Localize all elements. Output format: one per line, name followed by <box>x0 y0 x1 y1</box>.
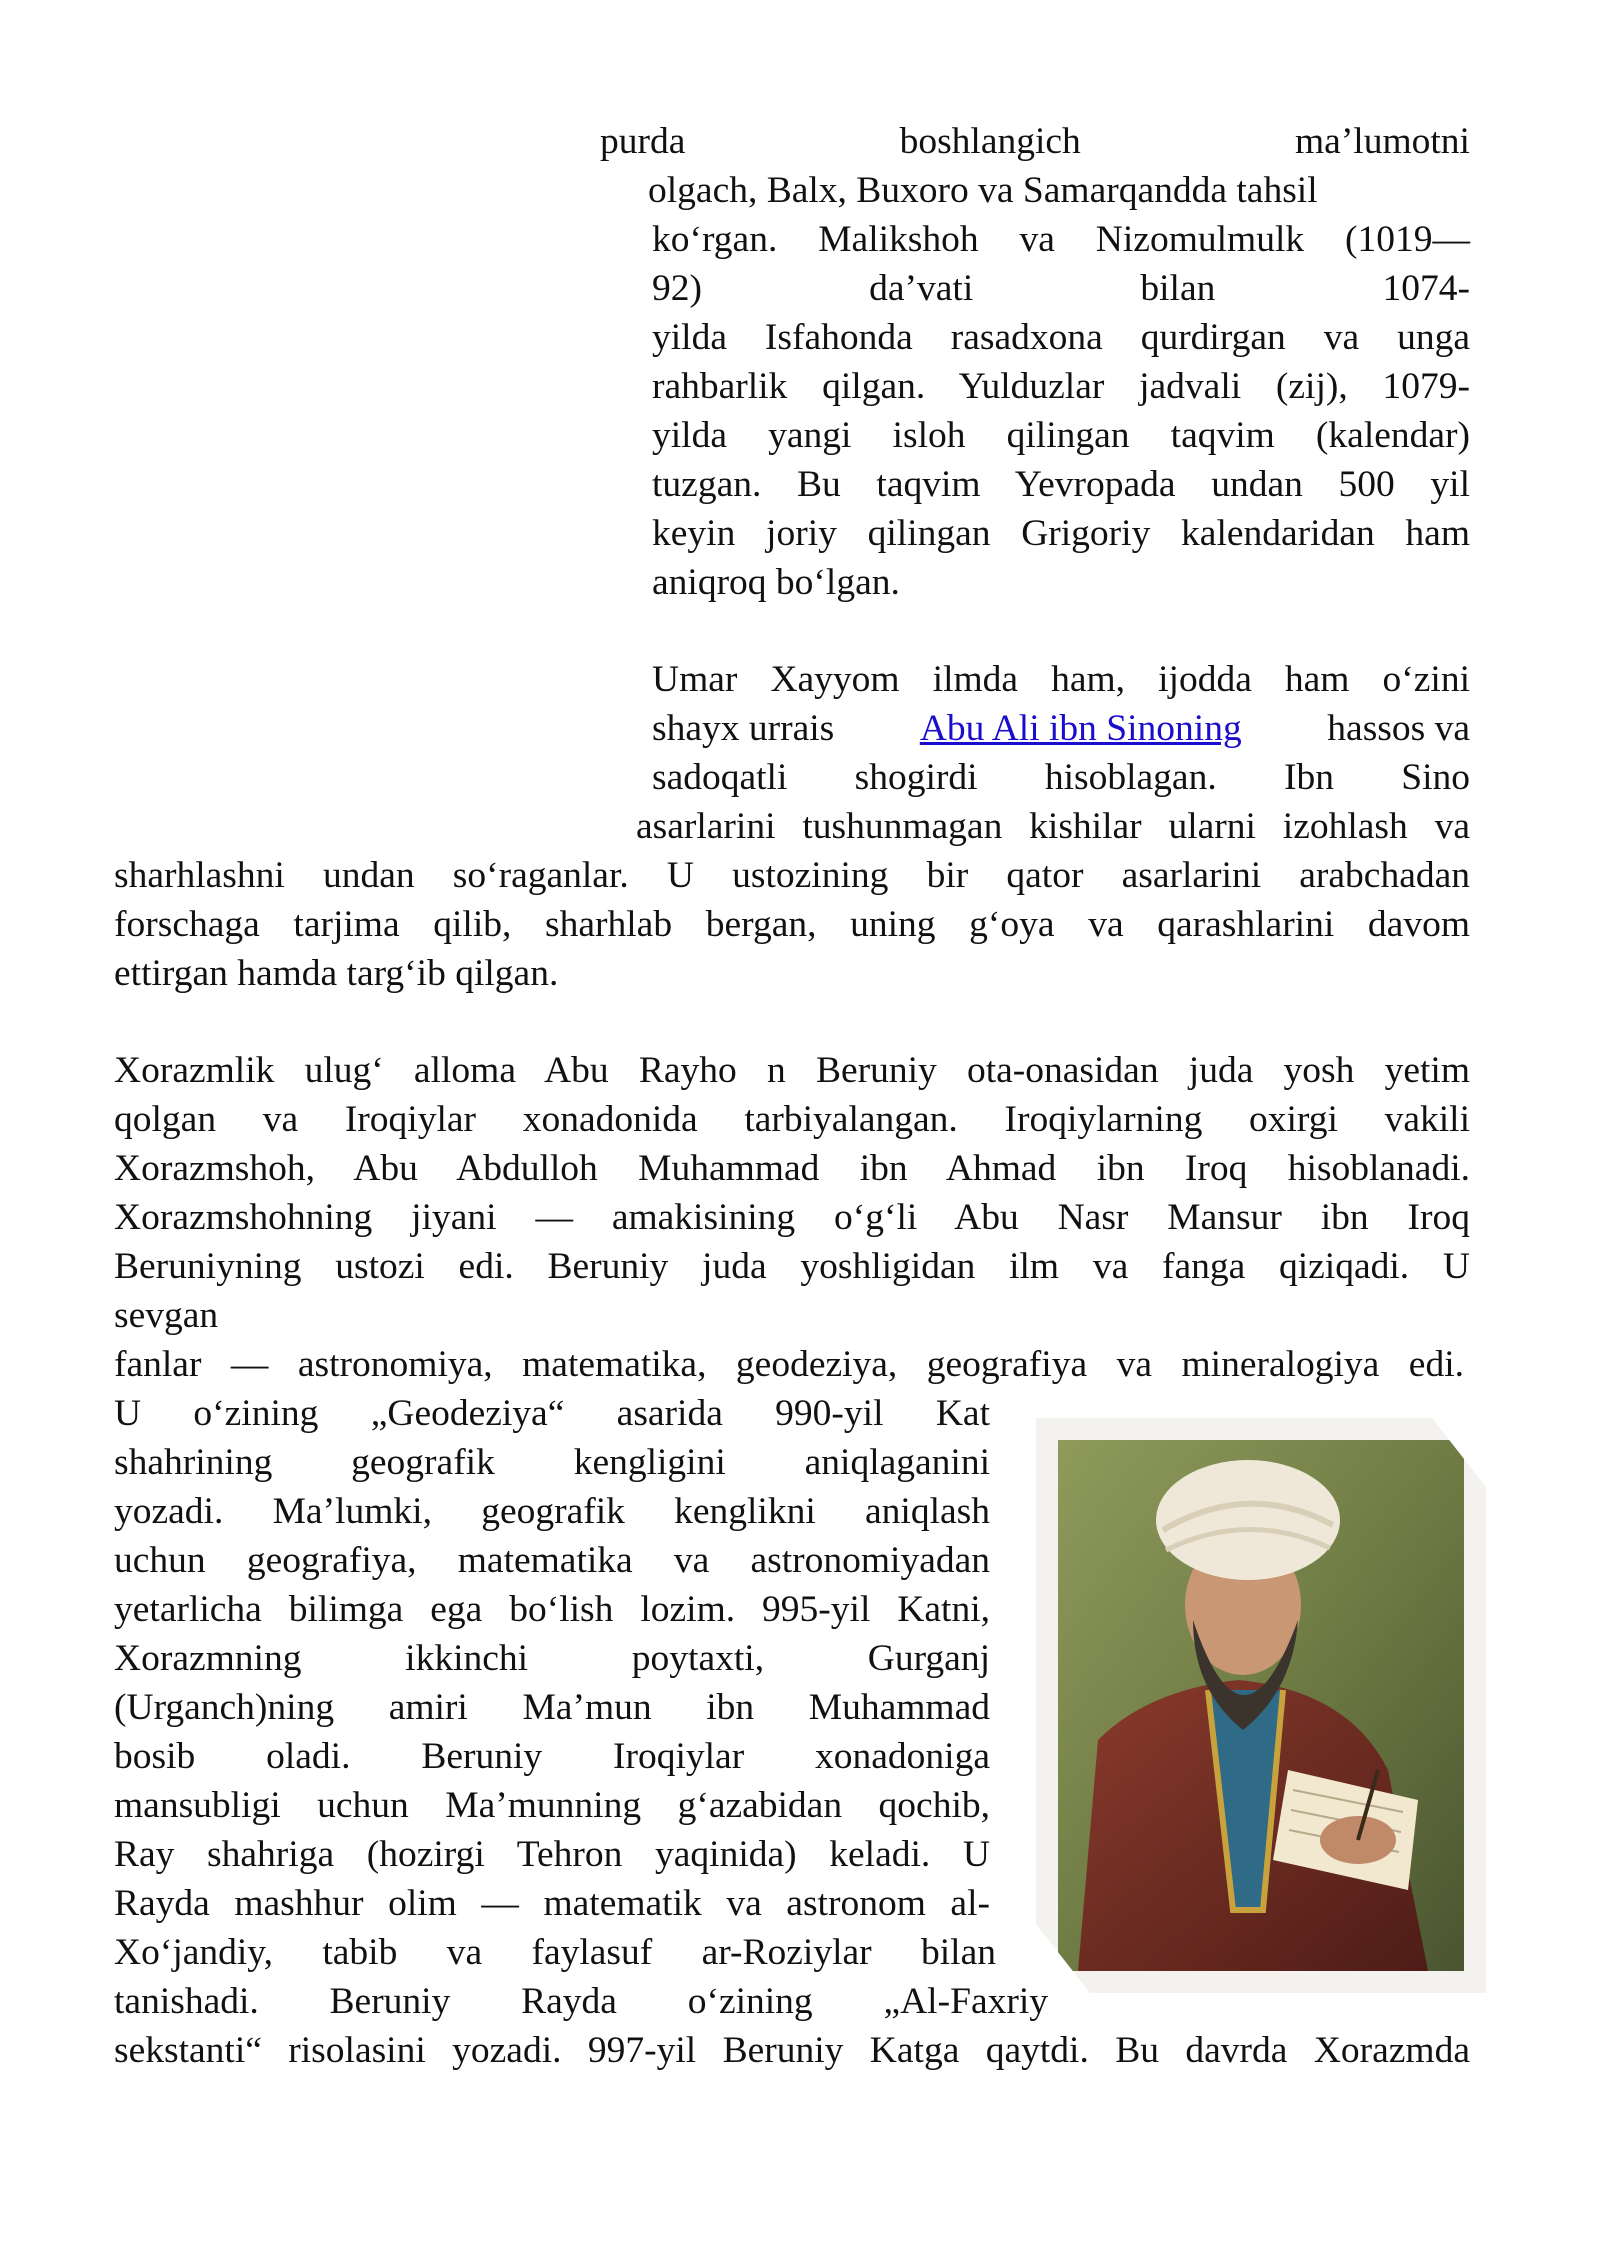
text-line: yilda yangi isloh qilingan taqvim (kalendar) <box>652 415 1470 456</box>
text-line: sevgan <box>114 1295 219 1336</box>
text-span: shayx urrais <box>652 708 835 749</box>
text-line: tanishadi. Beruniy Rayda o‘zining „Al-Faxriy <box>114 1981 1048 2022</box>
text-line: tuzgan. Bu taqvim Yevropada undan 500 yil <box>652 464 1470 505</box>
text-line: ko‘rgan. Malikshoh va Nizomulmulk (1019— <box>652 219 1470 260</box>
text-line: Xorazmning ikkinchi poytaxti, Gurganj <box>114 1638 990 1679</box>
text-line: asarlarini tushunmagan kishilar ularni izohlash va <box>636 806 1470 847</box>
beruniy-portrait <box>1036 1418 1486 1993</box>
text-line: shahrining geografik kengligini aniqlaganini <box>114 1442 990 1483</box>
text-line <box>600 117 1470 166</box>
text-line: Xorazmlik ulug‘ alloma Abu Rayho n Beruniy ota-onasidan juda yosh yetim <box>114 1050 1470 1091</box>
text-span: hassos va <box>1327 708 1470 749</box>
word: da’vati <box>869 268 974 309</box>
text-line: Xo‘jandiy, tabib va faylasuf ar-Roziylar bilan <box>114 1932 996 1973</box>
text-line <box>652 264 1470 313</box>
text-line: Beruniyning ustozi edi. Beruniy juda yoshligidan ilm va fanga qiziqadi. U <box>114 1246 1470 1287</box>
text-line: (Urganch)ning amiri Ma’mun ibn Muhammad <box>114 1687 990 1728</box>
text-line: ettirgan hamda targ‘ib qilgan. <box>114 953 559 994</box>
word: ma’lumotni <box>1295 121 1470 162</box>
text-line: sadoqatli shogirdi hisoblagan. Ibn Sino <box>652 757 1470 798</box>
portrait-illustration <box>1058 1440 1464 1971</box>
text-line: U o‘zining „Geodeziya“ asarida 990-yil Kat <box>114 1393 990 1434</box>
text-line: qolgan va Iroqiylar xonadonida tarbiyalangan. Iroqiylarning oxirgi vakili <box>114 1099 1470 1140</box>
word: bilan <box>1140 268 1216 309</box>
text-line: yozadi. Ma’lumki, geografik kenglikni aniqlash <box>114 1491 990 1532</box>
text-line: fanlar — astronomiya, matematika, geodeziya, geografiya va mineralogiya edi. <box>114 1344 1464 1385</box>
word: boshlangich <box>899 121 1081 162</box>
text-line <box>652 704 1470 753</box>
text-line: Umar Xayyom ilmda ham, ijodda ham o‘zini <box>652 659 1470 700</box>
text-line: mansubligi uchun Ma’munning g‘azabidan qochib, <box>114 1785 990 1826</box>
text-line: Rayda mashhur olim — matematik va astronom al- <box>114 1883 990 1924</box>
text-line: aniqroq bo‘lgan. <box>652 562 900 603</box>
text-line: Xorazmshoh, Abu Abdulloh Muhammad ibn Ahmad ibn Iroq hisoblanadi. <box>114 1148 1470 1189</box>
text-line: bosib oladi. Beruniy Iroqiylar xonadoniga <box>114 1736 990 1777</box>
text-line: rahbarlik qilgan. Yulduzlar jadvali (zij), 1079- <box>652 366 1470 407</box>
text-line: yetarlicha bilimga ega bo‘lish lozim. 995-yil Katni, <box>114 1589 990 1630</box>
text-line: sekstanti“ risolasini yozadi. 997-yil Beruniy Katga qaytdi. Bu davrda Xorazmda <box>114 2030 1470 2071</box>
word: 1074- <box>1382 268 1470 309</box>
text-line: keyin joriy qilingan Grigoriy kalendaridan ham <box>652 513 1470 554</box>
text-line: forschaga tarjima qilib, sharhlab bergan, uning g‘oya va qarashlarini davom <box>114 904 1470 945</box>
abu-ali-ibn-sino-link[interactable]: Abu Ali ibn Sinoning <box>919 708 1242 749</box>
text-line: Ray shahriga (hozirgi Tehron yaqinida) keladi. U <box>114 1834 990 1875</box>
text-line: olgach, Balx, Buxoro va Samarqandda tahsil <box>648 170 1318 211</box>
text-line: yilda Isfahonda rasadxona qurdirgan va unga <box>652 317 1470 358</box>
text-line: uchun geografiya, matematika va astronomiyadan <box>114 1540 990 1581</box>
text-line: Xorazmshohning jiyani — amakisining o‘g‘li Abu Nasr Mansur ibn Iroq <box>114 1197 1470 1238</box>
word: 92) <box>652 268 702 309</box>
word: purda <box>600 121 686 162</box>
text-line: sharhlashni undan so‘raganlar. U ustozining bir qator asarlarini arabchadan <box>114 855 1470 896</box>
